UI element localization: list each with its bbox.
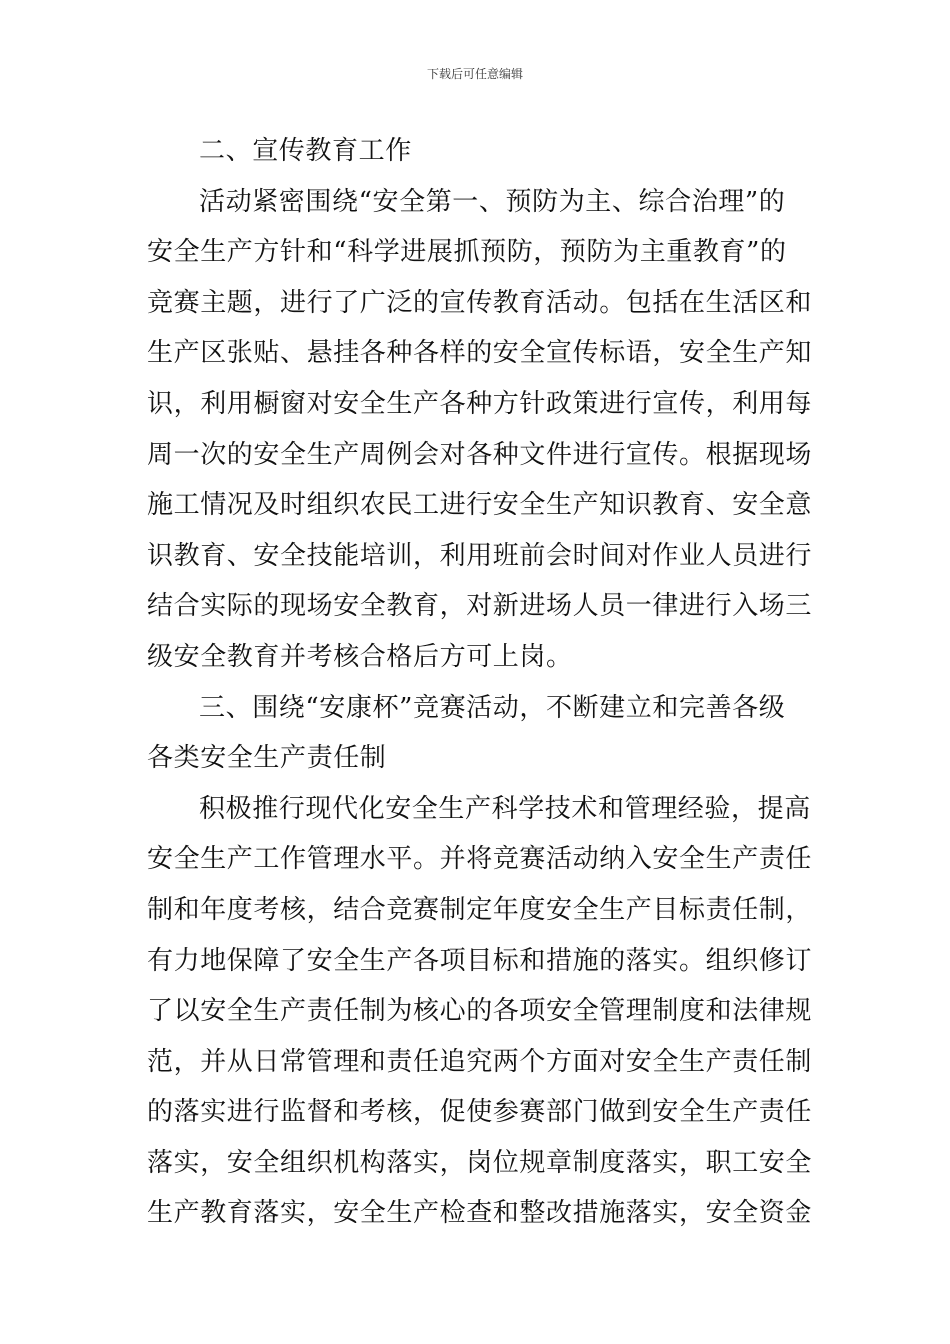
heading-line: 各类安全生产责任制	[147, 743, 387, 774]
paragraph-propaganda-education	[147, 177, 813, 683]
text-line: 识教育、安全技能培训，利用班前会时间对作业人员进行	[147, 540, 813, 571]
text-line: 竞赛主题，进行了广泛的宣传教育活动。包括在生活区和	[147, 287, 813, 318]
heading-line: 二、宣传教育工作	[199, 136, 412, 166]
text-line: 了以安全生产责任制为核心的各项安全管理制度和法律规	[147, 996, 813, 1027]
text-line: 生产区张贴、悬挂各种各样的安全宣传标语，安全生产知	[147, 338, 813, 369]
text-line: 安全生产工作管理水平。并将竞赛活动纳入安全生产责任	[147, 844, 813, 875]
document-body	[147, 126, 813, 1239]
text-line: 识，利用橱窗对安全生产各种方针政策进行宣传，利用每	[147, 388, 813, 419]
text-line: 施工情况及时组织农民工进行安全生产知识教育、安全意	[147, 490, 813, 521]
text-line: 安全生产方针和“科学进展抓预防，预防为主重教育”的	[147, 237, 787, 268]
text-line: 活动紧密围绕“安全第一、预防为主、综合治理”的	[199, 186, 786, 217]
text-line: 落实，安全组织机构落实，岗位规章制度落实，职工安全	[147, 1147, 813, 1178]
text-line: 制和年度考核，结合竞赛制定年度安全生产目标责任制，	[147, 894, 813, 925]
text-line: 级安全教育并考核合格后方可上岗。	[147, 641, 573, 672]
section-heading-3	[147, 683, 807, 784]
text-line: 结合实际的现场安全教育，对新进场人员一律进行入场三	[147, 591, 813, 622]
text-line: 积极推行现代化安全生产科学技术和管理经验，提高	[199, 793, 811, 824]
text-line: 生产教育落实，安全生产检查和整改措施落实，安全资金	[147, 1198, 813, 1229]
text-line: 有力地保障了安全生产各项目标和措施的落实。组织修订	[147, 945, 813, 976]
text-line: 的落实进行监督和考核，促使参赛部门做到安全生产责任	[147, 1097, 813, 1128]
section-heading-2	[147, 126, 807, 177]
text-line: 范，并从日常管理和责任追究两个方面对安全生产责任制	[147, 1046, 813, 1077]
paragraph-responsibility-system	[147, 784, 813, 1239]
heading-line: 三、围绕“安康杯”竞赛活动，不断建立和完善各级	[199, 692, 786, 723]
page-header-note: 下载后可任意编辑	[426, 67, 523, 81]
text-line: 周一次的安全生产周例会对各种文件进行宣传。根据现场	[147, 439, 813, 470]
